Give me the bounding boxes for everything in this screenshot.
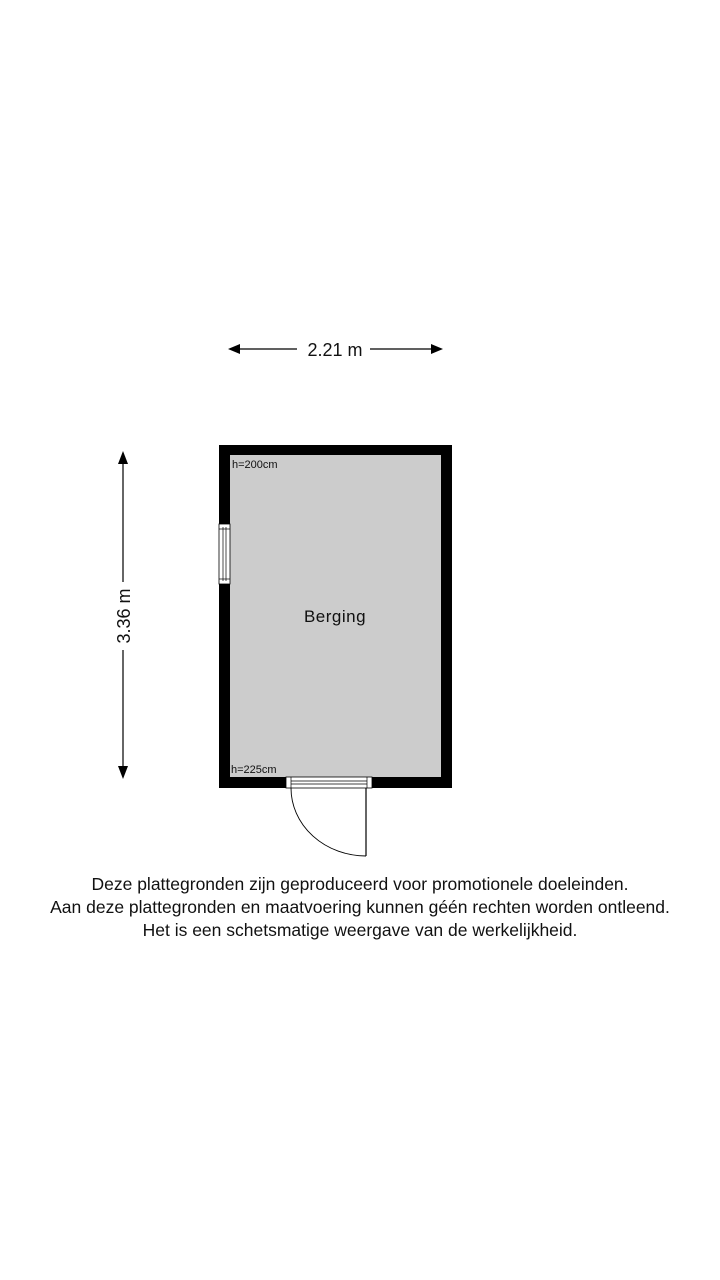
door-swing-arc	[291, 788, 366, 856]
room	[219, 445, 452, 856]
width-arrow-left-icon	[228, 344, 240, 354]
disclaimer-line-3: Het is een schetsmatige weergave van de werkelijkheid.	[142, 920, 578, 940]
depth-label: 3.36 m	[114, 588, 134, 644]
disclaimer-line-2: Aan deze plattegronden en maatvoering kunnen géén rechten worden ontleend.	[50, 897, 670, 917]
window-left-wall	[219, 524, 230, 584]
width-label: 2.21 m	[307, 340, 363, 360]
ceiling-height-top: h=200cm	[232, 459, 278, 471]
depth-arrow-top-icon	[118, 451, 128, 464]
width-arrow-right-icon	[431, 344, 443, 354]
disclaimer-line-1: Deze plattegronden zijn geproduceerd voor promotionele doeleinden.	[91, 874, 629, 894]
door-bottom-wall	[286, 777, 372, 856]
depth-dimension	[114, 451, 134, 779]
room-name: Berging	[303, 607, 367, 626]
ceiling-height-bottom: h=225cm	[231, 764, 277, 776]
width-dimension	[228, 340, 443, 360]
disclaimer	[0, 873, 720, 942]
depth-arrow-bottom-icon	[118, 766, 128, 779]
